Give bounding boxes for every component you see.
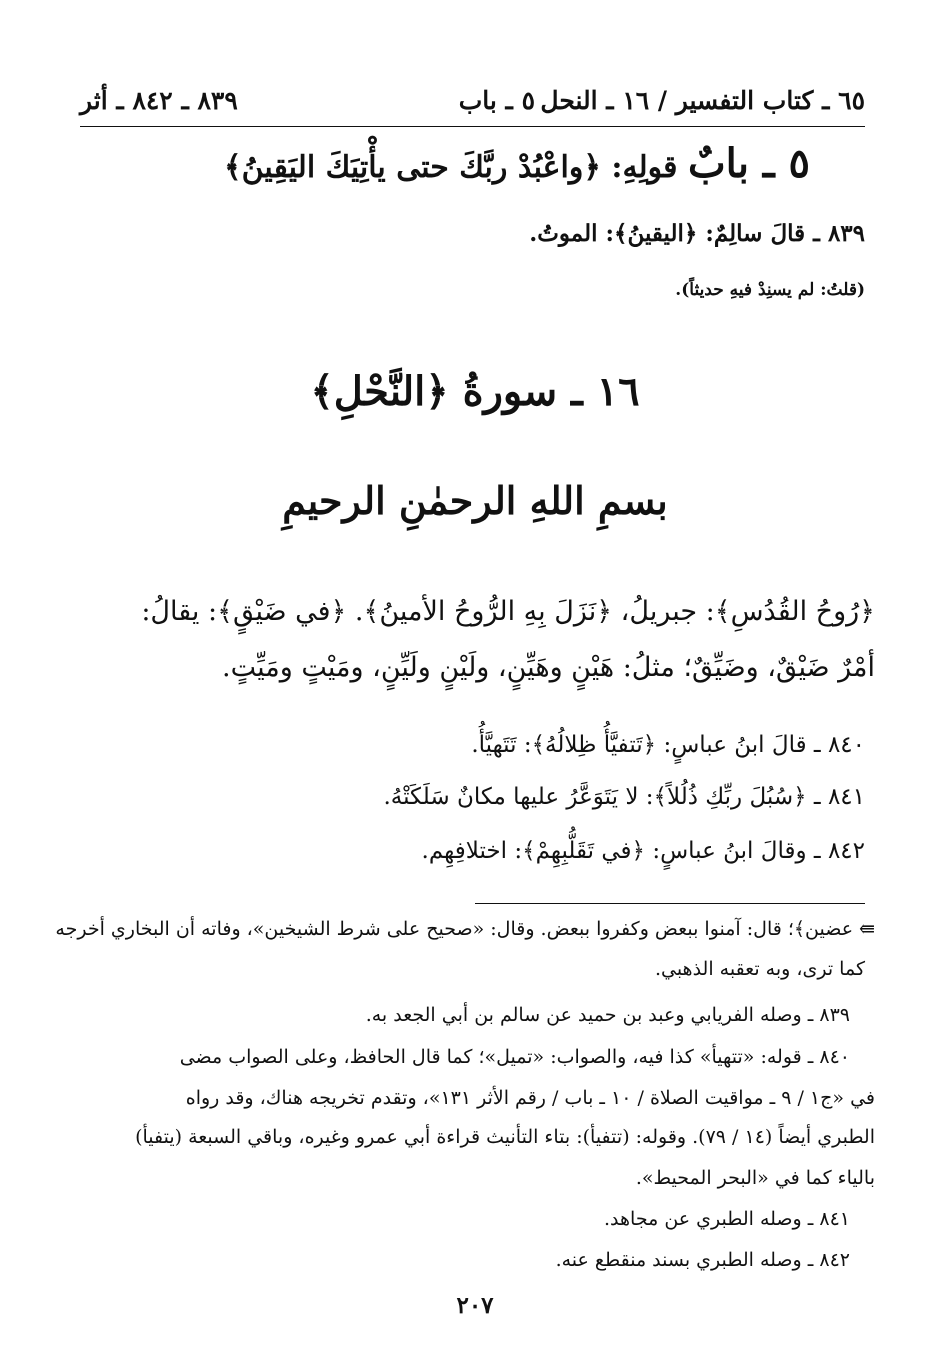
header-section: ٥ ـ باب xyxy=(458,86,535,115)
footnote-line: الطبري أيضاً (١٤ / ٧٩). وقوله: (تتفيأ): بتاء التأنيث قراءة أبي عمرو وغيره، وباقي السبعة (يتفيأ) xyxy=(135,1126,875,1148)
athar-840: ٨٤٠ ـ قالَ ابنُ عباسٍ: ﴿تَتفيَّأُ ظِلالُهُ﴾: تَتَهيَّأُ. xyxy=(471,732,865,758)
header-rule xyxy=(80,126,865,127)
footnote-line: ٨٣٩ ـ وصله الفريابي وعبد بن حميد عن سالم بن أبي الجعد به. xyxy=(365,1004,850,1026)
chapter-title: قولِهِ: ﴿واعْبُدْ ربَّكَ حتى يأْتِيَكَ اليَقِينُ﴾ xyxy=(223,150,678,185)
header-athar-range: ٨٣٩ ـ ٨٤٢ ـ أثر xyxy=(80,86,238,115)
footnote-line: ٨٤٢ ـ وصله الطبري بسند منقطع عنه. xyxy=(555,1249,850,1271)
basmala: بسمِ اللهِ الرحمٰنِ الرحيمِ xyxy=(282,478,668,523)
footnote-line: ⇚ عضين﴾؛ قال: آمنوا ببعض وكفروا ببعض. وقال: «صحيح على شرط الشيخين»، وفاته أن البخاري أخرجه xyxy=(55,918,875,940)
running-header xyxy=(80,86,865,122)
footnote-line: ٨٤١ ـ وصله الطبري عن مجاهد. xyxy=(604,1208,850,1230)
footnote-line: في «ج١ / ٩ ـ مواقيت الصلاة / ١٠ ـ باب / رقم الأثر ١٣١»، وتقدم تخريجه هناك، وقد رواه xyxy=(185,1087,875,1109)
athar-842: ٨٤٢ ـ وقالَ ابنُ عباسٍ: ﴿في تَقَلُّبِهِمْ﴾: اختلافِهِم. xyxy=(421,838,865,864)
chapter-number: ٥ ـ بابٌ xyxy=(687,140,810,187)
chapter-heading xyxy=(110,140,810,187)
athar-839: ٨٣٩ ـ قالَ سالِمٌ: ﴿اليقينُ﴾: الموتُ. xyxy=(529,220,865,247)
footnote-line: بالياء كما في «البحر المحيط». xyxy=(635,1167,875,1189)
footnote-line: كما ترى، وبه تعقبه الذهبي. xyxy=(654,958,865,980)
surah-title: ١٦ ـ سورةُ ﴿النَّحْلِ﴾ xyxy=(310,368,640,415)
editor-note: (قلتُ: لم يسنِدْ فيهِ حديثاً). xyxy=(675,280,865,300)
athar-841: ٨٤١ ـ ﴿سُبُلَ ربِّكِ ذُلُلاً﴾: لا يَتَوَعَّرُ عليها مكانٌ سَلَكَتْهُ. xyxy=(383,784,865,810)
page-number: ٢٠٧ xyxy=(456,1292,494,1319)
body-line: ﴿رُوحُ القُدُسِ﴾: جبريلُ، ﴿نَزَلَ بِهِ الرُّوحُ الأمينُ﴾. ﴿في ضَيْقٍ﴾: يقالُ: xyxy=(141,596,875,627)
footnote-rule xyxy=(475,903,865,904)
body-line: أمْرٌ ضَيْقٌ، وضَيِّقٌ؛ مثلُ: هَيْنٍ وهَيِّنٍ، ولَيْنٍ ولَيِّنٍ، ومَيْتٍ ومَيِّتٍ. xyxy=(222,652,875,683)
footnote-line: ٨٤٠ ـ قوله: «تتهيأ» كذا فيه، والصواب: «تميل»؛ كما قال الحافظ، وعلى الصواب مضى xyxy=(179,1046,850,1068)
header-book-chapter: ٦٥ ـ كتاب التفسير / ١٦ ـ النحل xyxy=(540,86,865,115)
